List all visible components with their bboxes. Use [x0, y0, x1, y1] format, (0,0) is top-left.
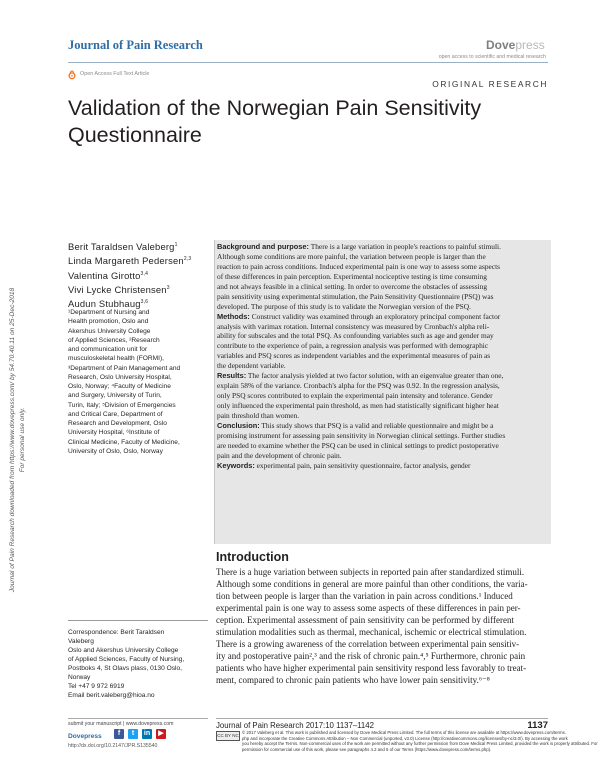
body-line: tion between people is larger than the variation in pain across conditions.¹ Induced	[216, 591, 513, 601]
author-name: Vivi Lycke Christensen$^3$	[68, 284, 170, 296]
author-list	[68, 239, 210, 311]
correspondence-line: Correspondence: Berit Taraldsen	[68, 629, 165, 636]
affiliation-line: ³Department of Pain Management and	[68, 364, 181, 372]
dovepress-footer-logo[interactable]: Dovepress	[68, 733, 102, 740]
section-label: ORIGINAL RESEARCH	[432, 79, 548, 89]
header-divider	[68, 62, 548, 63]
affiliation-line: Research and Development, Oslo	[68, 420, 167, 427]
affiliation-line: Research, Oslo University Hospital,	[68, 373, 172, 381]
page-number: 1137	[527, 720, 548, 731]
linkedin-icon[interactable]: in	[143, 730, 151, 737]
correspondence-line: Oslo and Akershus University College	[68, 647, 179, 654]
footer-divider	[68, 718, 208, 719]
affiliations	[68, 308, 208, 456]
author-name: Audun Stubhaug$^{3,6}$	[68, 298, 149, 310]
download-watermark	[8, 160, 38, 720]
body-line: There is a growing awareness of the correlation between experimental pain sensitiv-	[216, 639, 520, 649]
doi-link[interactable]: http://dx.doi.org/10.2147/JPR.S135540	[68, 743, 158, 749]
abstract-methods: Methods: Construct validity was examined through an exploratory principal component factor analysis with varimax rotation. Internal consistency was measured by Cronbach's alpha reli- ability for subscales and the total PSQ. As confounding variables such as age and gender may contribute to the experience of pain, a regression analysis was performed with demographic variables and PSQ scores as independent variables and the experimental measures of pain as the dependent variable.	[217, 311, 501, 371]
body-line: stimulation modalities such as thermal, mechanical, ischemic or electrical stimulation.	[216, 627, 527, 637]
correspondence-line: of Applied Sciences, Faculty of Nursing,	[68, 656, 185, 663]
correspondence-line: Norway	[68, 674, 91, 681]
body-line: There is a huge variation between subjects in reported pain after standardized stimuli.	[216, 567, 525, 577]
abstract-background-purpose: Background and purpose: There is a large variation in people's reactions to painful stimuli. Although some conditions are more painful, the variation between people is larger than the reaction to pain across conditions. Induced experimental pain is one way to assess some aspects of these differences in pain perception. Experimental nociceptive testing is time consuming and not always feasible in a clinical setting. In order to overcome the obstacles of assessing pain sensitivity using experimental stimulation, the Pain Sensitivity Questionnaire (PSQ) was developed. The purpose of this study is to validate the Norwegian version of the PSQ.	[217, 242, 501, 311]
twitter-icon[interactable]: t	[128, 729, 138, 739]
citation: Journal of Pain Research 2017:10 1137–1142	[216, 721, 374, 730]
affiliation-line: of Applied Sciences, ²Research	[68, 336, 160, 344]
license-line: © 2017 Valeberg et al. This work is published and licensed by Dove Medical Press Limited. The full terms of this license are available at https://www.dovepress.com/terms.	[242, 730, 566, 735]
abstract	[217, 242, 547, 471]
affiliation-line: Clinical Medicine, Faculty of Medicine,	[68, 438, 180, 446]
correspondence-line: Valeberg	[68, 638, 94, 645]
author-name: Valentina Girotto$^{3,4}$	[68, 269, 149, 281]
dovepress-logo[interactable]: Dovepress	[486, 38, 545, 52]
affiliation-line: University Hospital, ⁶Institute of	[68, 429, 160, 437]
affiliation-line: ¹Department of Nursing and	[68, 309, 150, 316]
body-line: Although some conditions in general are more painful than other conditions, the varia-	[216, 579, 528, 589]
creative-commons-icon[interactable]: CC BY NC	[216, 731, 240, 741]
affiliation-line: and Surgery, University of Turin,	[68, 392, 162, 400]
affiliation-line: and communication unit for	[68, 346, 148, 353]
download-note-line: For personal use only.	[18, 407, 26, 473]
submit-manuscript-link[interactable]: submit your manuscript | www.dovepress.com	[68, 721, 174, 727]
youtube-icon[interactable]: ▶	[156, 729, 166, 739]
body-line: patients who have higher experimental pain sensitivity respond less favorably to treat-	[216, 663, 527, 673]
body-line: ity and postoperative pain²,³ and the risk of chronic pain.⁴,⁵ Furthermore, chronic pain	[216, 651, 526, 661]
correspondence-email[interactable]: Email berit.valeberg@hioa.no	[68, 692, 155, 699]
correspondence-block	[68, 628, 213, 700]
abstract-results: Results: The factor analysis yielded at two factor solution, with an eigenvalue greater than one, explain 58% of the variance. Cronbach's alpha for the PSQ was 0.92. In the regression analysis, only PSQ scores contributed to explain the experimental pain intensity and tolerance. Gender only influenced the experimental pain threshold, as men had statistically significant higher heat pain threshold than women.	[217, 371, 504, 420]
license-line: php and incorporate the Creative Commons Attribution – Non Commercial (unported, v3.0) License (http://creativecommons.org/licenses/by-nc/3.0/). By accessing the work	[242, 735, 568, 741]
publisher-tagline: open access to scientific and medical research	[438, 54, 546, 60]
correspondence-line: Postboks 4, St Olavs plass, 0130 Oslo,	[68, 665, 182, 672]
affiliation-line: Turin, Italy; ⁵Division of Emergencies	[68, 401, 176, 409]
introduction-body	[216, 566, 548, 686]
author-name: Berit Taraldsen Valeberg$^1$	[68, 241, 178, 253]
body-line: experimental pain is one way to assess some aspects of these differences in pain per-	[216, 603, 521, 613]
footer-divider	[216, 718, 548, 719]
title-line: Validation of the Norwegian Pain Sensitivity	[68, 96, 482, 120]
title-line: Questionnaire	[68, 123, 202, 147]
abstract-conclusion: Conclusion: This study shows that PSQ is a valid and reliable questionnaire and might be a promising instrument for assessing pain sensitivity in Norwegian clinical settings. Further studies are needed to examine whether the PSQ can be used in clinical settings to predict postoperative pain and the development of chronic pain.	[217, 420, 506, 460]
author-name: Linda Margareth Pedersen$^{2,3}$	[68, 255, 192, 267]
license-line: permission for commercial use of this work, please see paragraphs 4.2 and 5 of our Terms (https://www.dovepress.com/terms.php).	[242, 746, 492, 752]
affiliation-line: University of Oslo, Oslo, Norway	[68, 447, 163, 455]
open-access-label: Open Access Full Text Article	[80, 71, 150, 77]
abstract-keywords: Keywords: experimental pain, pain sensitivity questionnaire, factor analysis, gender	[217, 460, 471, 470]
correspondence-line: Tel +47 9 972 6919	[68, 683, 125, 690]
introduction-heading: Introduction	[216, 550, 289, 564]
affiliation-line: and Critical Care, Department of	[68, 410, 163, 418]
affiliation-line: Akershus University College	[68, 327, 151, 335]
license-line: you hereby accept the Terms. Non-commercial uses of the work are permitted without any further permission from Dove Medical Press Limited, provided the work is properly attributed. For	[242, 741, 598, 747]
correspondence-divider	[68, 620, 208, 621]
affiliation-line: Oslo, Norway; ⁴Faculty of Medicine	[68, 383, 171, 390]
open-access-icon	[68, 71, 76, 79]
journal-name: Journal of Pain Research	[68, 38, 203, 52]
facebook-icon[interactable]: f	[114, 729, 124, 739]
affiliation-line: Health promotion, Oslo and	[68, 318, 149, 326]
body-line: ception. Experimental assessment of pain sensitivity can be performed by different	[216, 615, 514, 625]
license-text	[242, 730, 598, 752]
affiliation-line: musculoskeletal health (FORMI),	[68, 355, 165, 363]
article-title	[68, 95, 528, 149]
download-note-line: Journal of Pain Research downloaded from https://www.dovepress.com/ by 54.70.40.11 on 25-Dec-2018	[9, 287, 16, 593]
body-line: ment, compared to chronic pain patients who have lower pain sensitivity.⁶⁻⁸	[216, 675, 490, 685]
